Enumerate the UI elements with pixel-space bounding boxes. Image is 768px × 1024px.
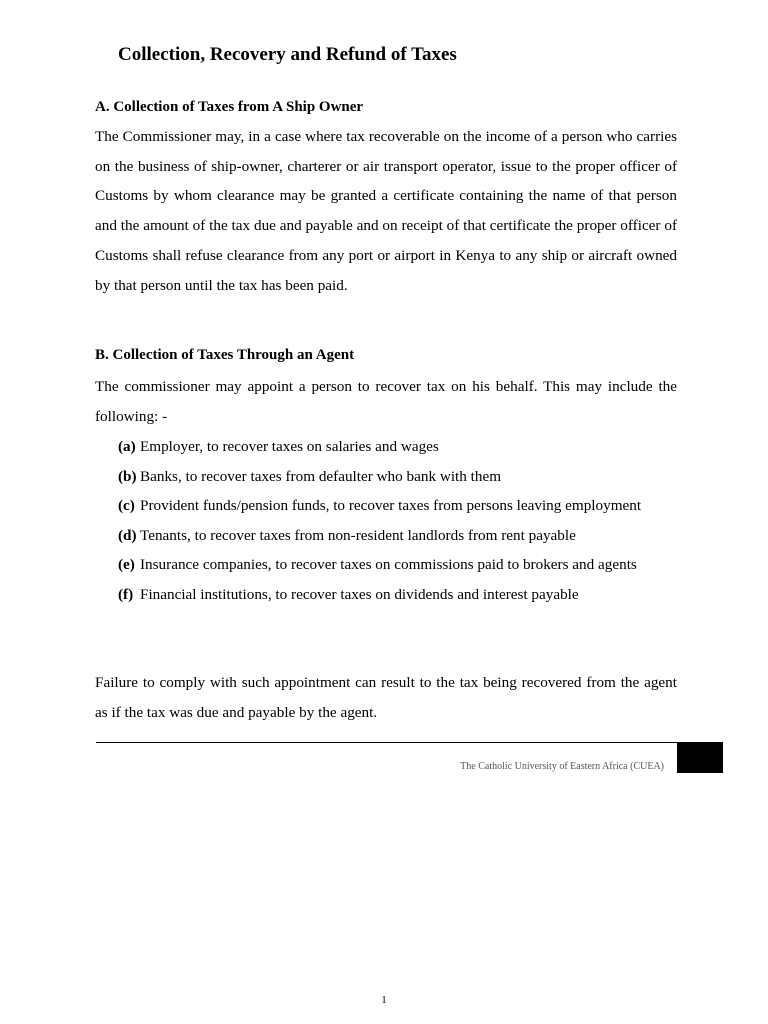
list-item [118, 432, 678, 462]
page-number: 1 [381, 994, 387, 1006]
list-item-text: Employer, to recover taxes on salaries and wages [140, 438, 439, 455]
footer-decoration-block [677, 742, 723, 773]
section-a-body: The Commissioner may, in a case where tax recoverable on the income of a person who carries on the business of ship-owner, charterer or air transport operator, issue to the proper officer of Customs by whom clearance may be granted a certificate containing the name of that person and the amount of the tax due and payable and on receipt of that certificate the proper officer of Customs shall refuse clearance from any port or airport in Kenya to any ship or aircraft owned by that person until the tax has been paid. [95, 128, 677, 294]
section-b-heading: B. Collection of Taxes Through an Agent [95, 347, 355, 363]
list-item-text: Tenants, to recover taxes from non-resident landlords from rent payable [140, 526, 576, 544]
list-item-text: Financial institutions, to recover taxes on dividends and interest payable [140, 585, 579, 603]
list-marker: (a) [118, 438, 136, 455]
agent-list [118, 432, 678, 609]
list-item-text: Insurance companies, to recover taxes on commissions paid to brokers and agents [140, 556, 637, 573]
footer-institution: The Catholic University of Eastern Africa (CUEA) [460, 761, 664, 772]
section-b-intro: The commissioner may appoint a person to recover tax on his behalf. This may include the following: - [95, 378, 677, 425]
list-item [118, 491, 678, 521]
list-item [118, 462, 678, 492]
section-b-closing: Failure to comply with such appointment can result to the tax being recovered from the agent as if the tax was due and payable by the agent. [95, 674, 677, 721]
list-marker: (f) [118, 585, 134, 603]
list-marker: (d) [118, 526, 137, 544]
list-item [118, 580, 678, 610]
footer-divider [96, 742, 678, 743]
list-item-text: Provident funds/pension funds, to recover taxes from persons leaving employment [140, 497, 642, 514]
list-marker: (c) [118, 497, 135, 514]
list-item [118, 550, 678, 580]
list-marker: (e) [118, 556, 135, 573]
list-item-text: Banks, to recover taxes from defaulter who bank with them [140, 467, 502, 485]
section-a-heading: A. Collection of Taxes from A Ship Owner [95, 99, 364, 115]
document-title: Collection, Recovery and Refund of Taxes [118, 44, 457, 65]
list-item [118, 521, 678, 551]
list-marker: (b) [118, 467, 137, 485]
